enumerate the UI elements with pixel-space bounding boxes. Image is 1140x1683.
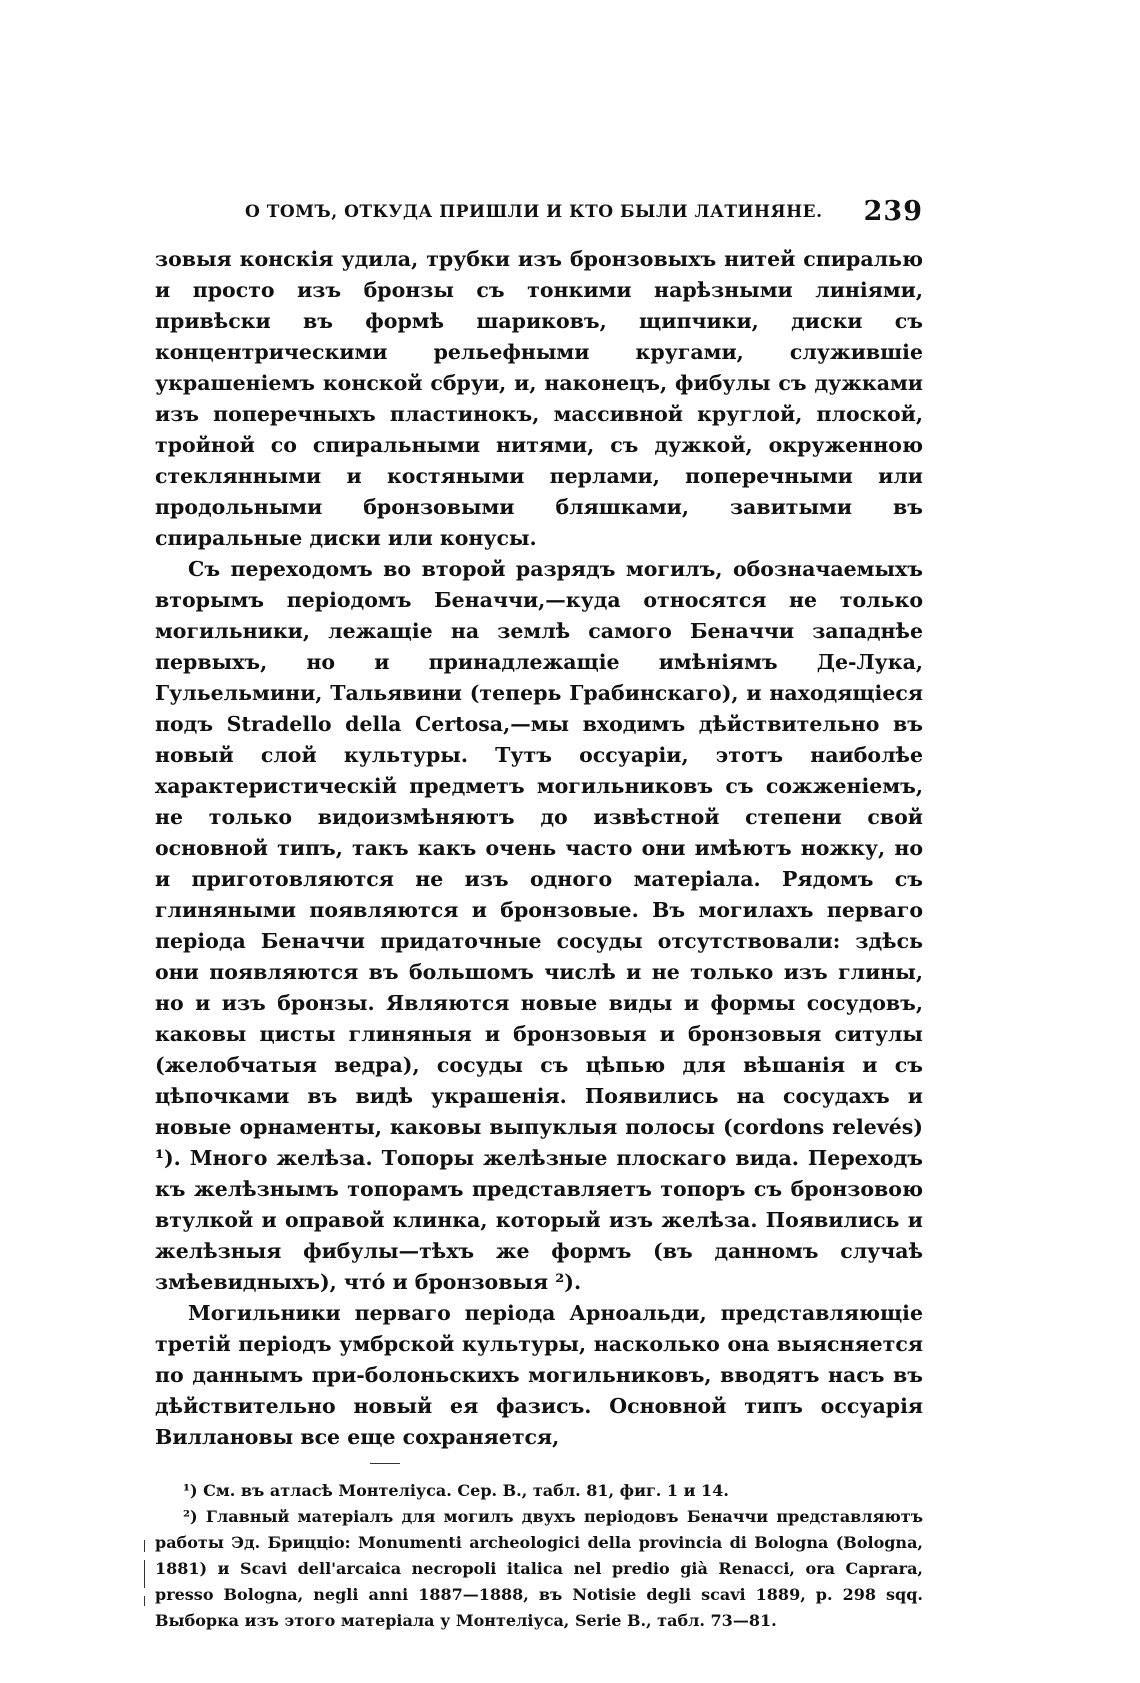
running-head [155,196,923,236]
paragraph-arnoaldi: Могильники перваго періода Арноальди, представляющіе третій періодъ умбрской культуры, насколько она выясняется по даннымъ при-болоньскихъ могильниковъ, вводятъ насъ въ дѣйствительно новый ея фазисъ. Основной типъ оссуарія Виллановы все еще сохраняется, [155,1301,923,1449]
margin-scan-marks [140,1540,150,1620]
paragraph-benacci-second-period: Съ переходомъ во второй разрядъ могилъ, обозначаемыхъ вторымъ періодомъ Беначчи,—куда относятся не только могильники, лежащіе на землѣ самого Беначчи западнѣе первыхъ, но и принадлежащіе имѣніямъ Де-Лука, Гульельмини, Тальявини (теперь Грабинскаго), и находящіеся подъ Stradello della Certosa,—мы входимъ дѣйствительно въ новый слой культуры. Тутъ оссуаріи, этотъ наиболѣе характеристическій предметъ могильниковъ съ сожженіемъ, не только видоизмѣняютъ до извѣстной степени свой основной типъ, такъ какъ очень часто они имѣютъ ножку, но и приготовляются не изъ одного матеріала. Рядомъ съ глиняными появляются и бронзовые. Въ могилахъ перваго періода Беначчи придаточные сосуды отсутствовали: здѣсь они появляются въ большомъ числѣ и не только изъ глины, но и изъ бронзы. Являются новые виды и формы сосудовъ, каковы цисты глиняныя и бронзовыя и бронзовыя ситулы (желобчатыя ведра), сосуды съ цѣпью для вѣшанія и съ цѣпочками въ видѣ украшенія. Появились на сосудахъ и новые орнаменты, каковы выпуклыя полосы (cordons relevés) ¹). Много желѣза. Топоры желѣзные плоскаго вида. Переходъ къ желѣзнымъ топорамъ представляетъ топоръ съ бронзовою втулкой и оправой клинка, который изъ желѣза. Появились и желѣзныя фибулы—тѣхъ же формъ (въ данномъ случаѣ змѣевидныхъ), что́ и бронзовыя ²). [155,557,923,1294]
running-title: О ТОМЪ, ОТКУДА ПРИШЛИ И КТО БЫЛИ ЛАТИНЯНЕ. [245,202,823,222]
footnote-2: ²) Главный матеріалъ для могилъ двухъ періодовъ Беначчи представляютъ работы Эд. Брицціо: Monumenti archeologici della provincia di Bologna (Bologna, 1881) и Scavi dell'arcaica necropoli italica nel predio già Renacci, ora Caprara, presso Bologna, negli anni 1887—1888, въ Notisie degli scavi 1889, р. 298 sqq. Выборка изъ этого матеріала у Монтеліуса, Serie В., табл. 73—81. [155,1507,923,1630]
footnote-separator [370,1463,400,1464]
footnote-1: ¹) См. въ атласѣ Монтеліуса. Сер. В., табл. 81, фиг. 1 и 14. [183,1481,729,1500]
paragraph-continued: зовыя конскія удила, трубки изъ бронзовыхъ нитей спиралью и просто изъ бронзы съ тонкими нарѣзными линіями, привѣски въ формѣ шариковъ, щипчики, диски съ концентрическими рельефными кругами, служившіе украшеніемъ конской сбруи, и, наконецъ, фибулы съ дужками изъ поперечныхъ пластинокъ, массивной круглой, плоской, тройной со спиральными нитями, съ дужкой, окруженною стеклянными и костяными перлами, поперечными или продольными бронзовыми бляшками, завитыми въ спиральные диски или конусы. [155,247,923,550]
page-number: 239 [863,196,923,227]
book-page [155,196,923,1634]
